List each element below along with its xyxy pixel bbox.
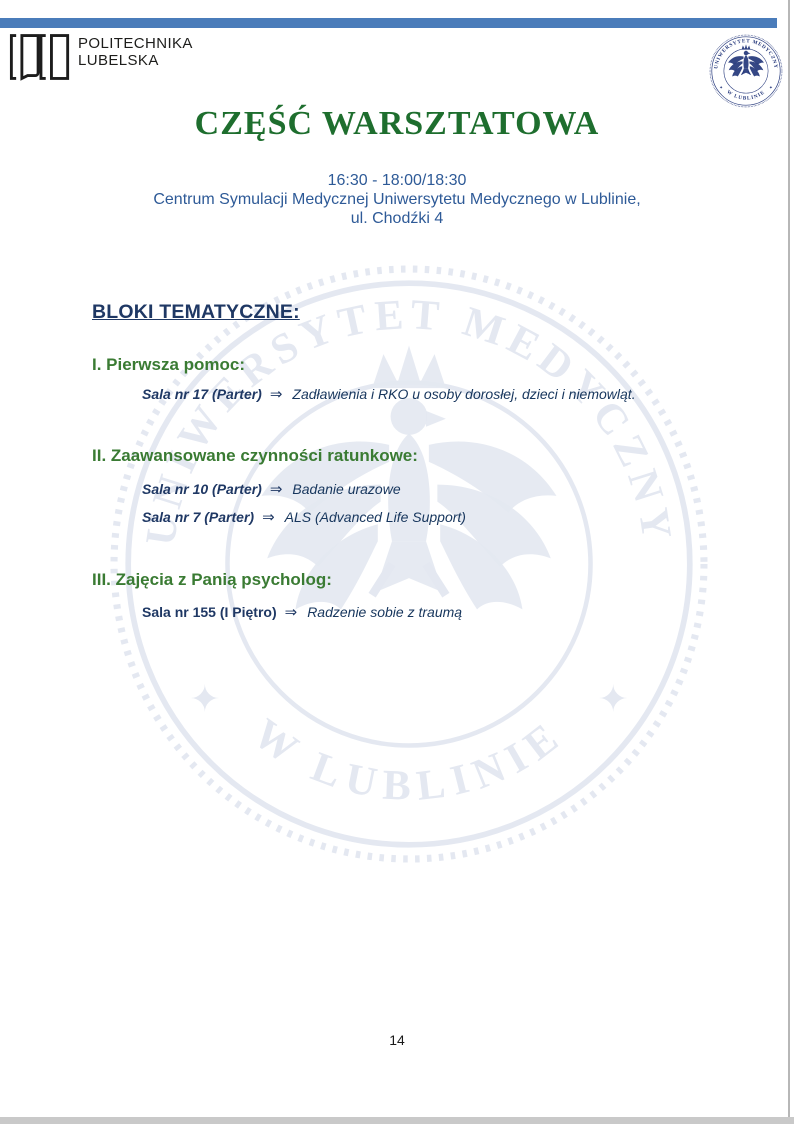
block-3-room-row <box>142 603 462 621</box>
room-label: Sala nr 17 (Parter) <box>142 386 262 402</box>
block-3-heading: III. Zajęcia z Panią psycholog: <box>92 570 332 589</box>
venue-line1: Centrum Symulacji Medycznej Uniwersytetu Medycznego w Lublinie, <box>153 191 641 208</box>
section-heading-bloki-tematyczne: BLOKI TEMATYCZNE: <box>92 301 300 323</box>
room-label: Sala nr 155 (I Piętro) <box>142 604 277 620</box>
block-2-room-row-2 <box>142 508 466 526</box>
logo-text-line1: POLITECHNIKA <box>78 35 193 52</box>
block-1-room-row <box>142 385 636 403</box>
venue-line2: ul. Chodźki 4 <box>350 210 444 227</box>
block-2-room-row-1 <box>142 480 401 498</box>
block-2-heading: II. Zaawansowane czynności ratunkowe: <box>92 446 418 465</box>
block-1-heading: I. Pierwsza pomoc: <box>92 355 246 374</box>
arrow-icon: ⇒ <box>269 481 283 498</box>
activity-label: ALS (Advanced Life Support) <box>284 509 466 525</box>
activity-label: Badanie urazowe <box>292 481 401 497</box>
activity-label: Zadławienia i RKO u osoby dorosłej, dzieci i niemowląt. <box>292 386 636 402</box>
logo-text-line2: LUBELSKA <box>78 52 159 69</box>
arrow-icon: ⇒ <box>269 386 283 403</box>
arrow-icon: ⇒ <box>284 604 298 621</box>
activity-label: Radzenie sobie z traumą <box>307 604 463 620</box>
room-label: Sala nr 7 (Parter) <box>142 509 255 525</box>
arrow-icon: ⇒ <box>262 509 275 526</box>
medical-university-seal-icon <box>708 33 784 109</box>
page-number: 14 <box>389 1032 405 1048</box>
page-bottom-gap <box>0 1117 794 1124</box>
time-range: 16:30 - 18:00/18:30 <box>327 172 467 189</box>
politechnika-logo-icon <box>9 33 71 81</box>
politechnika-lubelska-logo <box>9 33 193 81</box>
page-right-edge <box>788 0 790 1124</box>
header-accent-bar <box>0 18 777 28</box>
room-label: Sala nr 10 (Parter) <box>142 481 262 497</box>
university-seal-watermark <box>97 252 721 876</box>
subtitle-block <box>0 171 794 228</box>
page-title: CZĘŚĆ WARSZTATOWA <box>194 105 600 142</box>
